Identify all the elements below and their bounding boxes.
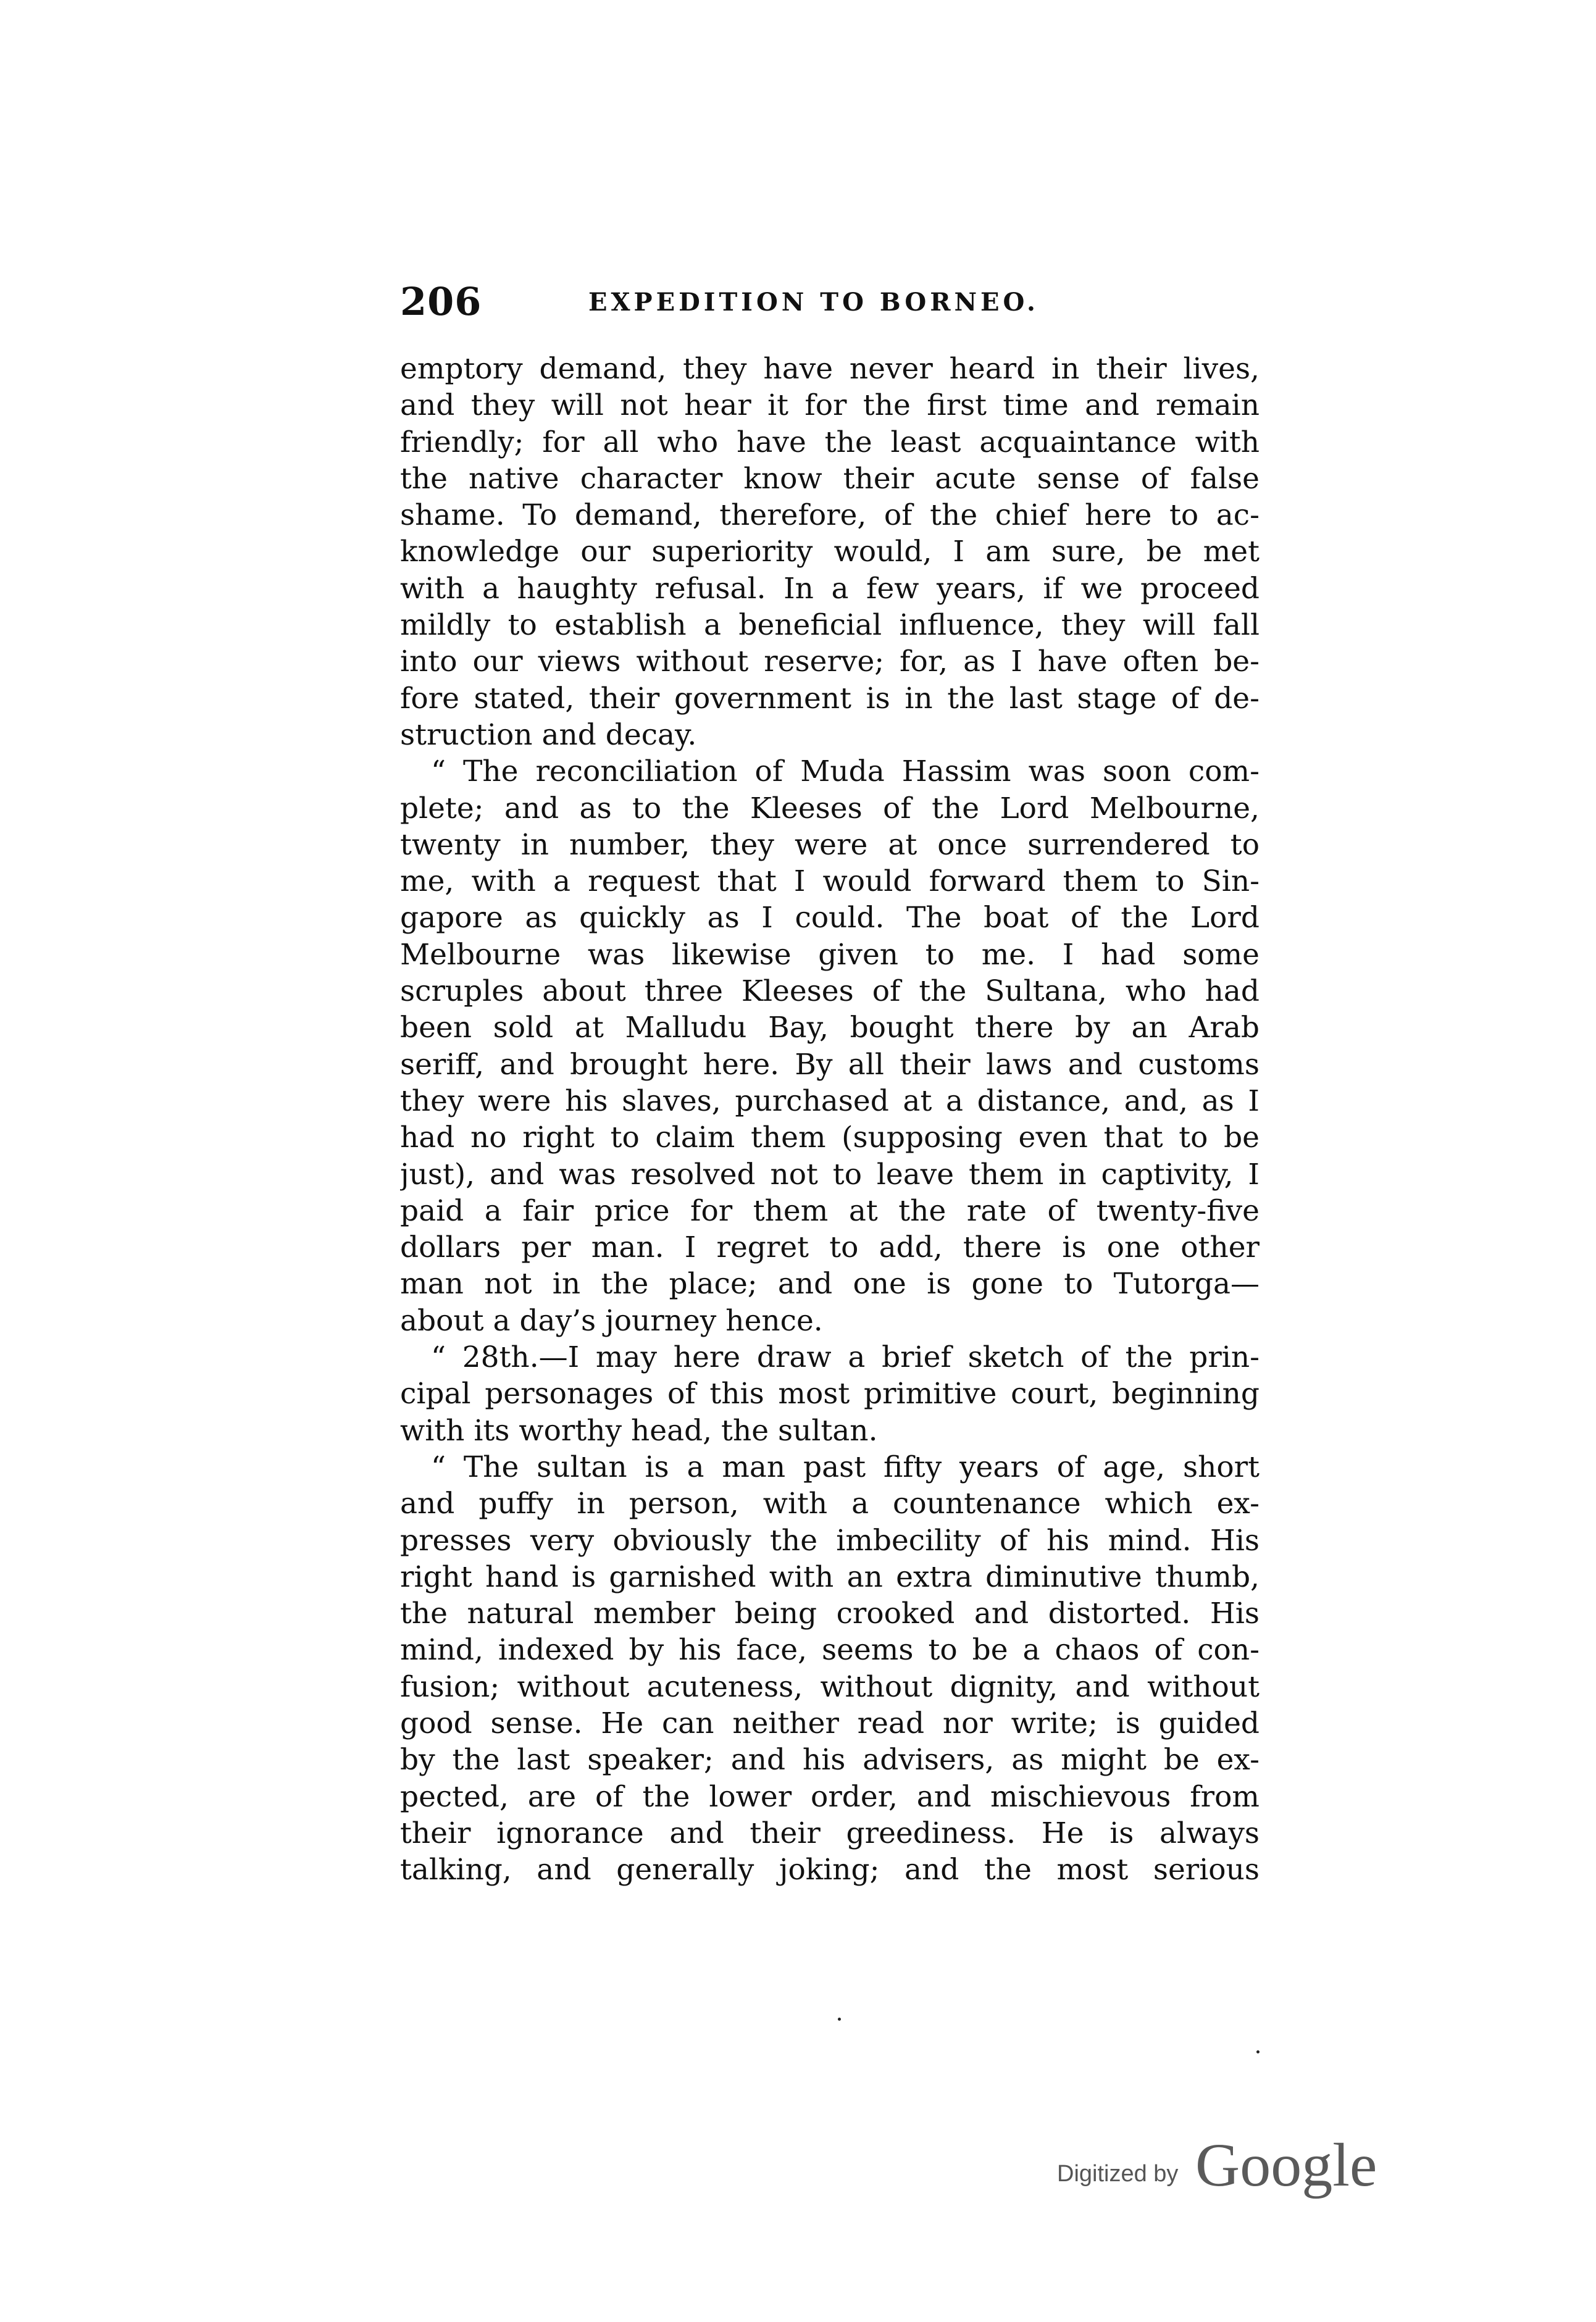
text-line: “ The reconciliation of Muda Hassim was soon com- <box>431 754 1260 789</box>
text-line: their ignorance and their greediness. He is always <box>400 1816 1260 1850</box>
text-line: dollars per man. I regret to add, there is one other <box>400 1230 1260 1265</box>
text-line: into our views without reserve; for, as I have often be- <box>400 645 1260 679</box>
text-line: man not in the place; and one is gone to Tutorga— <box>400 1267 1260 1301</box>
text-line: just), and was resolved not to leave them in captivity, I <box>400 1157 1260 1192</box>
text-line: the native character know their acute sense of false <box>400 461 1260 496</box>
text-line: plete; and as to the Kleeses of the Lord Melbourne, <box>400 791 1260 825</box>
text-line: gapore as quickly as I could. The boat of the Lord <box>400 901 1260 935</box>
scan-speck <box>838 2018 841 2021</box>
watermark-prefix: Digitized by <box>1057 2161 1179 2187</box>
text-line: mind, indexed by his face, seems to be a chaos of con- <box>400 1633 1260 1668</box>
text-line: and they will not hear it for the first time and remain <box>400 388 1260 423</box>
text-line: scruples about three Kleeses of the Sultana, who had <box>400 974 1260 1009</box>
text-line: struction and decay. <box>400 717 697 752</box>
text-line: shame. To demand, therefore, of the chief here to ac- <box>400 498 1260 533</box>
running-title: EXPEDITION TO BORNEO. <box>588 288 1039 317</box>
text-line: about a day’s journey hence. <box>400 1303 823 1338</box>
text-line: by the last speaker; and his advisers, as might be ex- <box>400 1743 1260 1777</box>
text-line: seriff, and brought here. By all their laws and customs <box>400 1047 1260 1082</box>
page-number: 206 <box>400 279 482 324</box>
text-line: “ The sultan is a man past fifty years of age, short <box>431 1450 1260 1484</box>
text-line: twenty in number, they were at once surrendered to <box>400 827 1260 862</box>
digitized-by-google-watermark <box>1057 2127 1403 2201</box>
text-line: cipal personages of this most primitive court, beginning <box>400 1377 1260 1411</box>
body-text <box>400 351 1260 1888</box>
text-line: been sold at Malludu Bay, bought there by an Arab <box>400 1011 1260 1045</box>
google-logo: Google <box>1195 2131 1377 2199</box>
text-line: presses very obviously the imbecility of his mind. His <box>400 1523 1260 1558</box>
text-line: good sense. He can neither read nor write; is guided <box>400 1706 1260 1740</box>
text-line: talking, and generally joking; and the most serious <box>400 1853 1260 1887</box>
text-line: the natural member being crooked and distorted. His <box>400 1597 1260 1631</box>
text-line: they were his slaves, purchased at a distance, and, as I <box>400 1084 1260 1118</box>
text-line: friendly; for all who have the least acquaintance with <box>400 425 1260 459</box>
text-line: with a haughty refusal. In a few years, if we proceed <box>400 571 1260 606</box>
text-line: emptory demand, they have never heard in their lives, <box>400 352 1260 386</box>
text-line: had no right to claim them (supposing even that to be <box>400 1121 1260 1155</box>
text-line: mildly to establish a beneficial influence, they will fall <box>400 608 1260 643</box>
text-line: and puffy in person, with a countenance which ex- <box>400 1487 1260 1521</box>
text-line: knowledge our superiority would, I am sure, be met <box>400 535 1260 569</box>
text-line: fore stated, their government is in the last stage of de- <box>400 681 1260 716</box>
text-line: right hand is garnished with an extra diminutive thumb, <box>400 1560 1260 1594</box>
text-line: Melbourne was likewise given to me. I had some <box>400 937 1260 972</box>
text-line: paid a fair price for them at the rate of twenty-five <box>400 1193 1260 1228</box>
scan-speck <box>1256 2050 1260 2053</box>
text-line: fusion; without acuteness, without dignity, and without <box>400 1669 1260 1704</box>
text-line: “ 28th.—I may here draw a brief sketch of the prin- <box>431 1340 1260 1375</box>
text-line: pected, are of the lower order, and mischievous from <box>400 1779 1260 1814</box>
text-line: me, with a request that I would forward them to Sin- <box>400 864 1260 899</box>
running-head <box>400 279 1260 328</box>
text-line: with its worthy head, the sultan. <box>400 1413 878 1448</box>
